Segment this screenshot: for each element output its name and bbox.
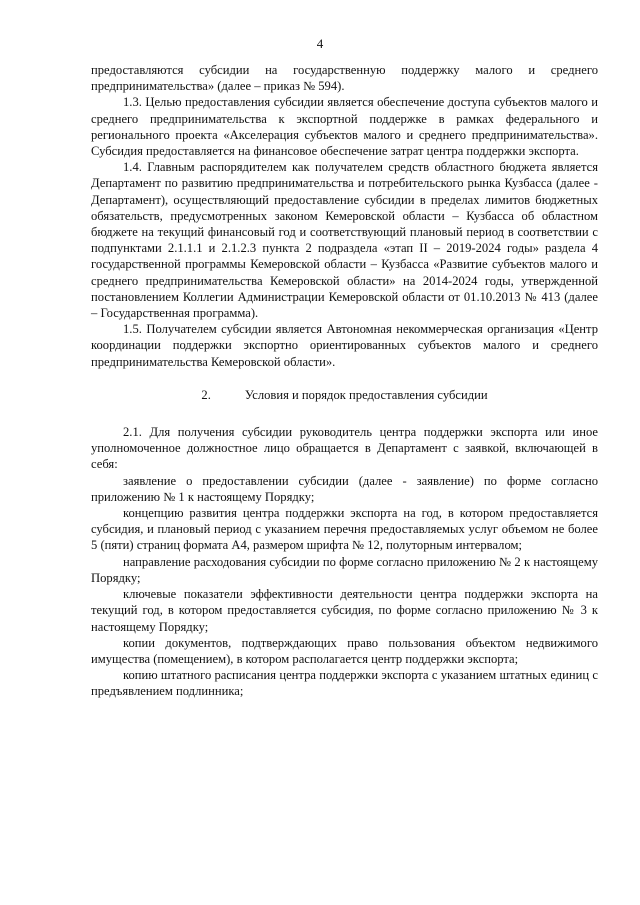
document-body bbox=[91, 62, 598, 700]
list-item: ключевые показатели эффективности деятельности центра поддержки экспорта на текущий год, в котором предоставляется субсидия, по форме согласно приложению № 3 к настоящему Порядку; bbox=[91, 587, 598, 634]
paragraph-continuation: предоставляются субсидии на государственную поддержку малого и среднего предпринимательства» (далее – приказ № 594). bbox=[91, 63, 598, 94]
paragraph-1-3: 1.3. Целью предоставления субсидии является обеспечение доступа субъектов малого и среднего предпринимательства к экспортной поддержке в рамках федерального и регионального проекта «Акселерация субъектов малого и среднего предпринимательства». Субсидия предоставляется на финансовое обеспечение затрат центра поддержки экспорта. bbox=[91, 95, 598, 159]
list-item: заявление о предоставлении субсидии (далее - заявление) по форме согласно приложению № 1 к настоящему Порядку; bbox=[91, 473, 598, 504]
paragraph-2-1: 2.1. Для получения субсидии руководитель центра поддержки экспорта или иное уполномоченное должностное лицо обращается в Департамент с заявкой, включающей в себя: bbox=[91, 425, 598, 472]
section-number: 2. bbox=[201, 387, 211, 402]
list-item: копии документов, подтверждающих право пользования объектом недвижимого имущества (помещением), в котором располагается центр поддержки экспорта; bbox=[91, 635, 598, 666]
list-item: концепцию развития центра поддержки экспорта на год, в котором предоставляется субсидия, и плановый период с указанием перечня предоставляемых услуг объемом не более 5 (пяти) страниц формата А4, размером шрифта № 12, полуторным интервалом; bbox=[91, 506, 598, 553]
paragraph-1-4: 1.4. Главным распорядителем как получателем средств областного бюджета является Департамент по развитию предпринимательства и потребительского рынка Кузбасса (далее - Департамент), осуществляющий предоставление субсидии в пределах лимитов бюджетных обязательств, предусмотренных законом Кемеровской области – Кузбасса об областном бюджете на текущий финансовый год и соответствующий плановый период в соответствии с подпунктами 2.1.1.1 и 2.1.2.3 пункта 2 подраздела «этап II – 2019-2024 годы» раздела 4 государственной программы Кемеровской области – Кузбасса «Развитие субъектов малого и среднего предпринимательства Кемеровской области» на 2014-2024 годы, утвержденной постановлением Коллегии Администрации Кемеровской области от 01.10.2013 № 413 (далее – Государственная программа). bbox=[91, 160, 598, 321]
section-heading bbox=[91, 387, 598, 403]
section-title: Условия и порядок предоставления субсидии bbox=[244, 387, 488, 402]
page-number: 4 bbox=[316, 36, 324, 51]
paragraph-1-5: 1.5. Получателем субсидии является Автономная некоммерческая организация «Центр координации поддержки экспортно ориентированных субъектов малого и среднего предпринимательства Кемеровской области». bbox=[91, 322, 598, 369]
list-item: копию штатного расписания центра поддержки экспорта с указанием штатных единиц с предъявлением подлинника; bbox=[91, 668, 598, 699]
list-item: направление расходования субсидии по форме согласно приложению № 2 к настоящему Порядку; bbox=[91, 554, 598, 585]
